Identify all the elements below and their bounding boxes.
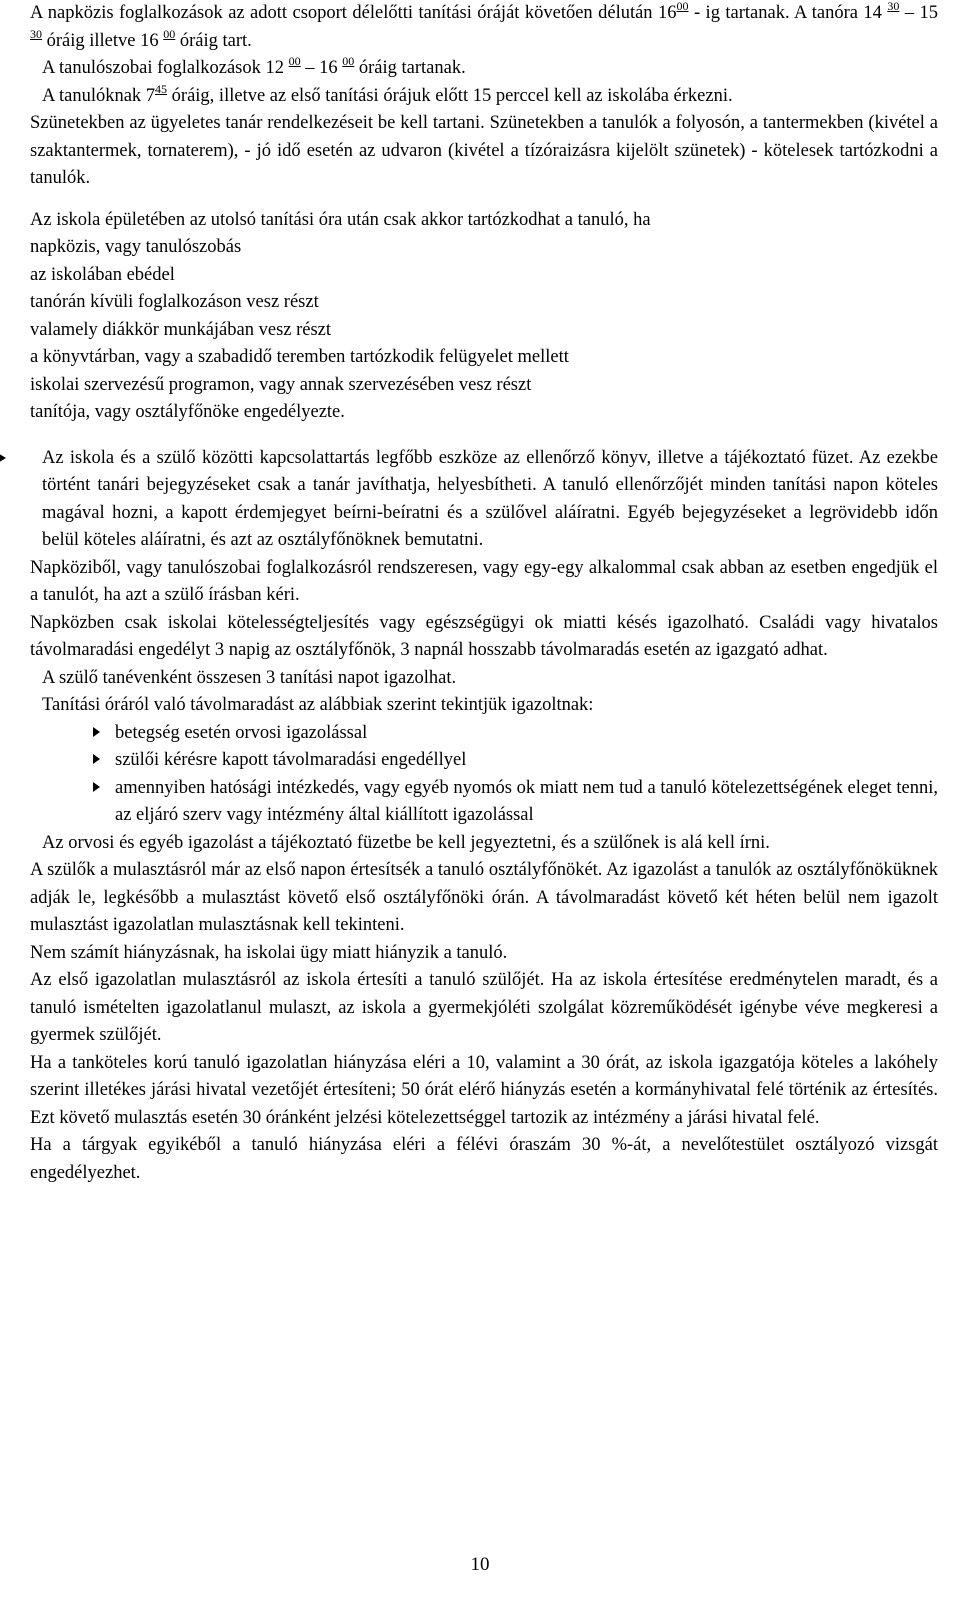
paragraph-napkozi-leave: Napköziből, vagy tanulószobai foglalkozásról rendszeresen, vagy egy-egy alkalommal csak abban az esetben engedjük el a tanulót, ha azt a szülő írásban kéri. bbox=[30, 557, 938, 605]
paragraph-compulsory-age: Ha a tanköteles korú tanuló igazolatlan hiányzása eléri a 10, valamint a 30 órát, az iskola igazgatója köteles a lakóhely szerint illetékes járási hivatal vezetőjét értesíteni; 50 órát elérő hiányzás esetén a kormányhivatal felé történik az értesítés. Ezt követő mulasztás esetén 30 óránként jelzési kötelezettséggel tartozik az intézmény a járási hivatal felé. bbox=[30, 1052, 938, 1128]
absence-list bbox=[30, 720, 938, 830]
list-item: iskolai szervezésű programon, vagy annak szervezésében vesz részt bbox=[30, 374, 532, 395]
paragraph-parent-days: A szülő tanévenként összesen 3 tanítási napot igazolhat. bbox=[42, 667, 457, 688]
paragraph-napkozi-times: A napközis foglalkozások az adott csoport délelőtti tanítási óráját követően délután $16^{00}$ - ig tartanak. A tanóra 14 $^{30}$ – 15 $^{30}$ óráig illetve 16 $^{00}$ óráig tart. bbox=[30, 0, 939, 51]
list-item: amennyiben hatósági intézkedés, vagy egyéb nyomós ok miatt nem tud a tanuló kötelezettségének eleget tenni, az eljáró szerv vagy intézmény által kiállított igazolással bbox=[115, 775, 938, 830]
paragraph-break-rules: Szünetekben az ügyeletes tanár rendelkezéseit be kell tartani. Szünetekben a tanulók a folyosón, a tantermekben (kivétel a szaktantermek, tornaterem), - jó idő esetén az udvaron (kivétel a tízóraizásra kijelölt szünetek) - kötelesek tartózkodni a tanulók. bbox=[30, 113, 938, 188]
triangle-bullet-icon bbox=[0, 452, 6, 464]
list-item: az iskolában ebédel bbox=[30, 264, 175, 285]
paragraph-first-unexcused: Az első igazolatlan mulasztásról az iskola értesíti a tanuló szülőjét. Ha az iskola értesítése eredménytelen maradt, és a tanuló ismételten igazolatlanul mulaszt, az iskola a gyermekjóléti szolgálat közreműködését igénybe véve megkeresi a gyermek szülőjét. bbox=[30, 970, 938, 1045]
list-item: tanórán kívüli foglalkozáson vesz részt bbox=[30, 292, 319, 312]
paragraph-medical-note: Az orvosi és egyéb igazolást a tájékoztató füzetbe be kell jegyeztetni, és a szülőnek is alá kell írni. bbox=[42, 832, 770, 853]
chevron-right-icon bbox=[93, 782, 100, 792]
chevron-right-icon bbox=[93, 754, 100, 764]
paragraph-tanuloszoba-times: A tanulószobai foglalkozások 12 $^{00}$ – 16 $^{00}$ óráig tartanak. bbox=[42, 54, 466, 78]
list-item: valamely diákkör munkájában vesz részt bbox=[30, 319, 332, 340]
bullet-item-contact bbox=[30, 445, 938, 555]
list-item: szülői kérésre kapott távolmaradási engedéllyel bbox=[115, 747, 938, 775]
paragraph-napkozben: Napközben csak iskolai kötelességteljesítés vagy egészségügyi ok miatti késés igazolható. Családi vagy hivatalos távolmaradási engedélyt 3 napig az osztályfőnök, 3 napnál hosszabb távolmaradás esetén az igazgató adhat. bbox=[30, 612, 938, 660]
paragraph-contact: Az iskola és a szülő közötti kapcsolattartás legfőbb eszköze az ellenőrző könyv, illetve a tájékoztató füzet. Az ezekbe történt tanári bejegyzéseket csak a tanár javíthatja, helyesbítheti. A tanuló ellenőrzőjét minden tanítási napon köteles magával hozni, a kapott érdemjegyet beírni-beíratni és a szülővel aláíratni. Egyéb bejegyzéseket a legrövidebb időn belül köteles aláíratni, és azt az osztályfőnöknek bemutatni. bbox=[42, 447, 938, 550]
page-number: 10 bbox=[470, 1554, 490, 1575]
spacer bbox=[30, 193, 938, 207]
paragraph-building-intro: Az iskola épületében az utolsó tanítási óra után csak akkor tartózkodhat a tanuló, ha bbox=[30, 209, 651, 230]
paragraph-subject-absence: Ha a tárgyak egyikéből a tanuló hiányzása eléri a félévi óraszám 30 %-át, a nevelőtestület osztályozó vizsgát engedélyezhet. bbox=[30, 1135, 938, 1183]
paragraph-not-absence: Nem számít hiányzásnak, ha iskolai ügy miatt hiányzik a tanuló. bbox=[30, 942, 508, 963]
paragraph-arrival-time: A tanulóknak $7^{45}$ óráig, illetve az első tanítási órájuk előtt 15 perccel kell az iskolába érkezni. bbox=[42, 81, 733, 106]
paragraph-absence-notify: A szülők a mulasztásról már az első napon értesítsék a tanuló osztályfőnökét. Az igazolást a tanulók az osztályfőnöküknek adják le, legkésőbb a mulasztást követő első osztályfőnöki órán. A távolmaradást követő két héten belül nem igazolt mulasztást igazolatlan mulasztásnak kell tekinteni. bbox=[30, 860, 938, 935]
list-item: napközis, vagy tanulószobás bbox=[30, 237, 242, 257]
list-item: a könyvtárban, vagy a szabadidő teremben tartózkodik felügyelet mellett bbox=[30, 347, 569, 367]
paragraph-absence-intro: Tanítási óráról való távolmaradást az alábbiak szerint tekintjük igazoltnak: bbox=[42, 695, 594, 715]
spacer bbox=[30, 427, 938, 445]
list-item: betegség esetén orvosi igazolással bbox=[115, 720, 938, 748]
page-content bbox=[30, 0, 938, 1187]
chevron-right-icon bbox=[93, 727, 100, 737]
list-item: tanítója, vagy osztályfőnöke engedélyezte. bbox=[30, 402, 345, 422]
